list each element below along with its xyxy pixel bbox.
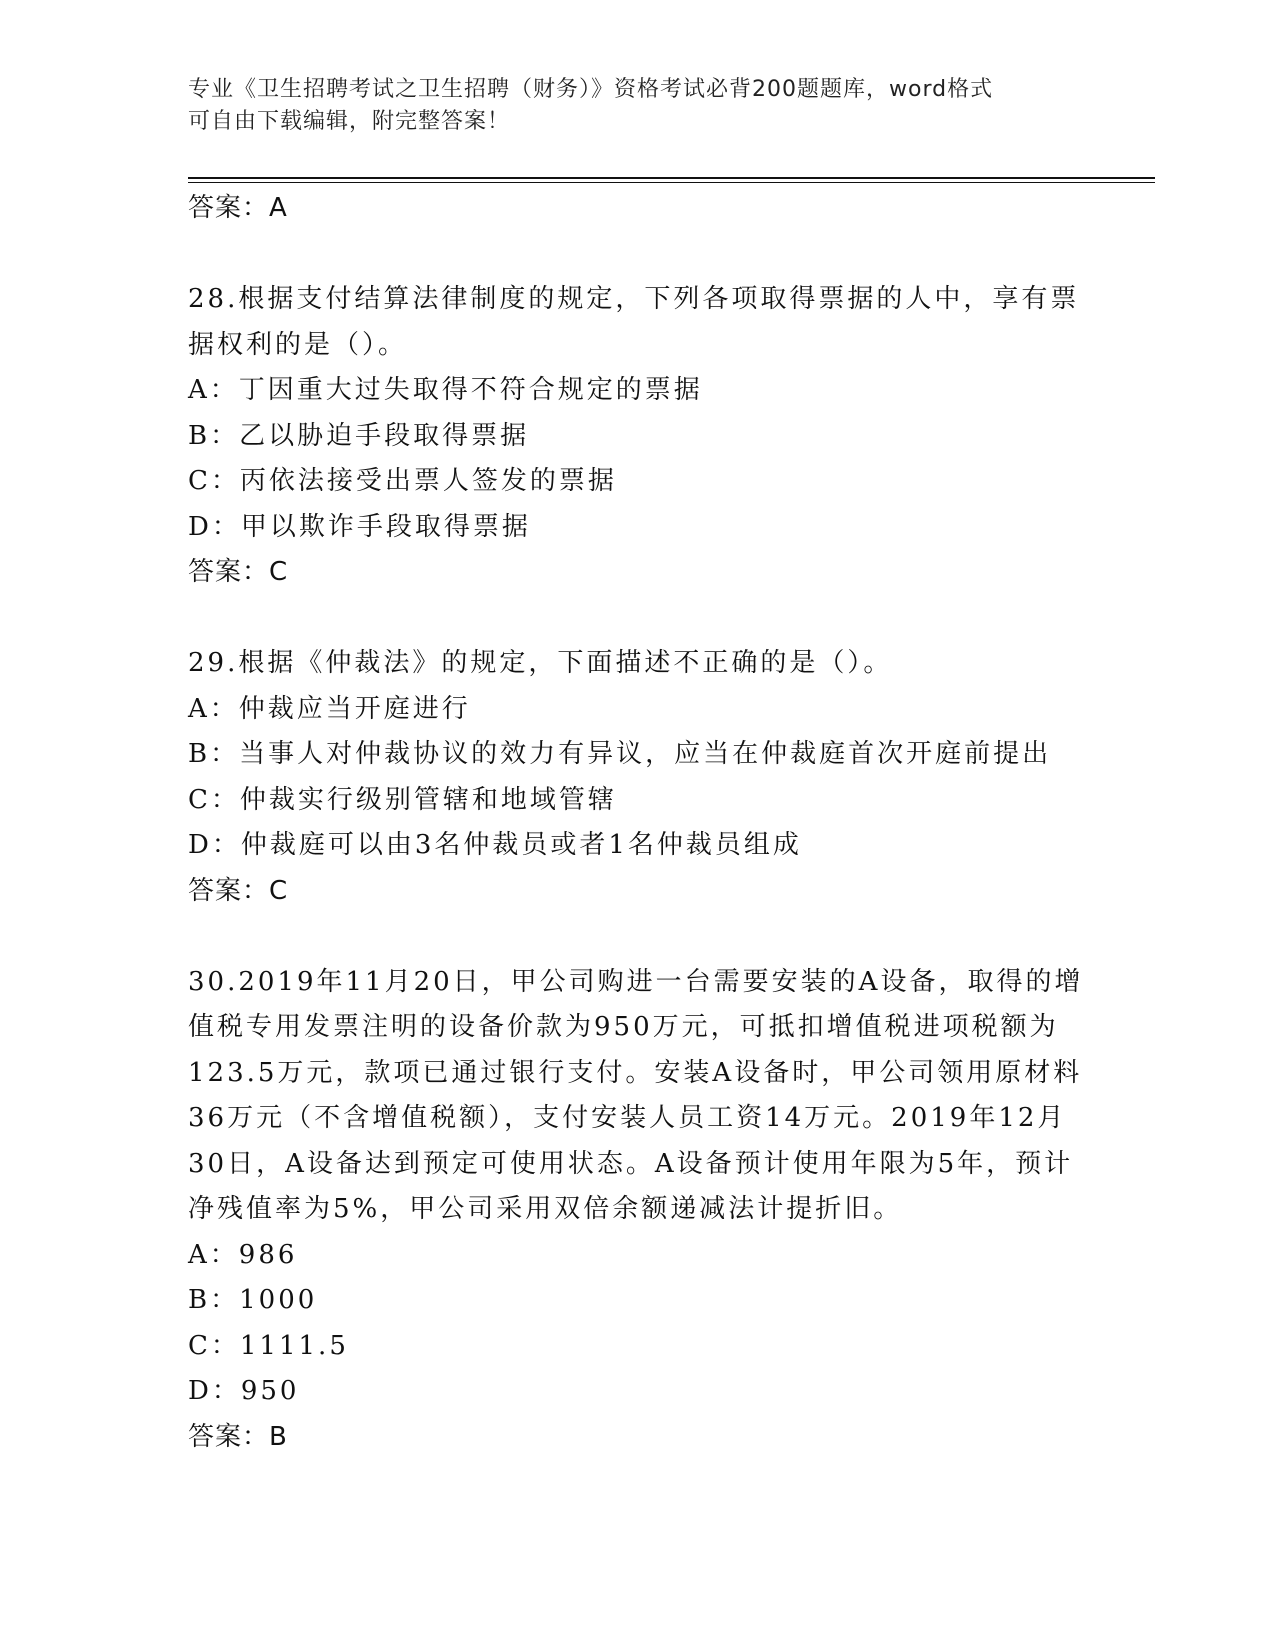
option-a: A：仲裁应当开庭进行 [188,693,471,724]
question-stem-line: 30日，A设备达到预定可使用状态。A设备预计使用年限为5年，预计 [188,1148,1074,1179]
option-d: D：甲以欺诈手段取得票据 [188,511,531,542]
option-a: A：丁因重大过失取得不符合规定的票据 [188,375,703,405]
question-29 [188,641,1088,914]
header-line-1: 专业《卫生招聘考试之卫生招聘（财务）》资格考试必背200题题库，word格式 [188,77,994,102]
header-rule-thin [188,182,1155,183]
option-b: B：1000 [188,1285,318,1315]
question-stem-line: 123.5万元，款项已通过银行支付。安装A设备时，甲公司领用原材料 [188,1057,1083,1088]
answer: 答案：B [188,1421,288,1452]
question-stem-line: 29.根据《仲裁法》的规定，下面描述不正确的是（）。 [188,648,893,678]
option-b: B：乙以胁迫手段取得票据 [188,420,530,451]
question-stem-line: 净残值率为5%，甲公司采用双倍余额递减法计提折旧。 [188,1194,903,1224]
header-line-2: 可自由下载编辑，附完整答案！ [188,109,511,134]
option-d: D：950 [188,1376,300,1406]
answer: 答案：C [188,875,289,906]
question-stem-line: 30.2019年11月20日，甲公司购进一台需要安装的A设备，取得的增 [188,966,1084,997]
option-b: B：当事人对仲裁协议的效力有异议，应当在仲裁庭首次开庭前提出 [188,739,1052,769]
answer: 答案：C [188,557,289,587]
option-c: C：仲裁实行级别管辖和地域管辖 [188,784,617,815]
question-30 [188,960,1088,1461]
question-stem-line: 28.根据支付结算法律制度的规定，下列各项取得票据的人中，享有票 [188,284,1080,314]
header-rule-thick [188,177,1155,179]
option-d: D：仲裁庭可以由3名仲裁员或者1名仲裁员组成 [188,830,802,860]
spacer [188,914,1088,960]
previous-answer: 答案：A [188,193,288,223]
document-body [188,186,1088,1460]
option-c: C：丙依法接受出票人签发的票据 [188,466,617,496]
document-header [188,74,1088,138]
question-28 [188,277,1088,596]
spacer [188,232,1088,278]
option-c: C：1111.5 [188,1330,349,1361]
question-stem-line: 36万元（不含增值税额），支付安装人员工资14万元。2019年12月 [188,1103,1067,1133]
spacer [188,596,1088,642]
question-stem-line: 值税专用发票注明的设备价款为950万元，可抵扣增值税进项税额为 [188,1012,1059,1042]
option-a: A：986 [188,1239,298,1270]
question-stem-line: 据权利的是（）。 [188,329,408,360]
